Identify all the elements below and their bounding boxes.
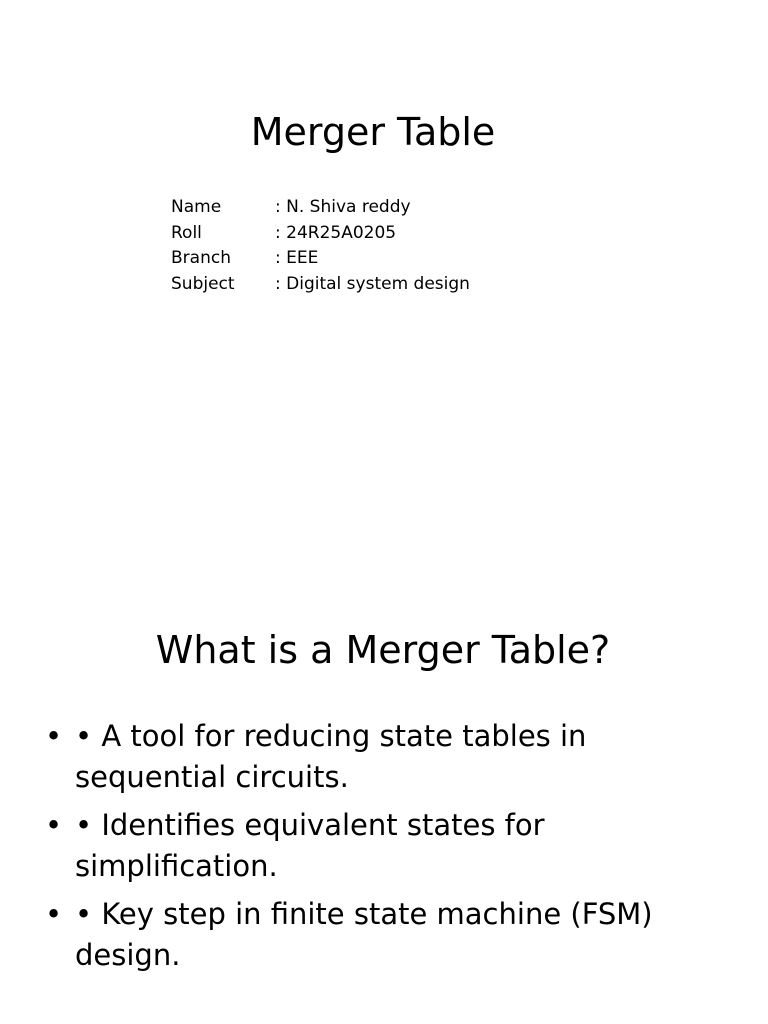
slide-title: Merger Table (250, 110, 496, 154)
list-item (45, 894, 735, 976)
info-label: Branch (171, 248, 231, 268)
bullet-text: • Identifies equivalent states for simplification. (75, 808, 545, 883)
info-value: : Digital system design (275, 273, 470, 294)
bullet-text: • A tool for reducing state tables in sequential circuits. (75, 719, 587, 794)
bullet-text: • Key step in finite state machine (FSM) design. (75, 897, 653, 972)
info-row-roll (171, 221, 470, 247)
student-info-table (171, 195, 470, 297)
info-label: Roll (171, 222, 202, 243)
bullet-marker: • (45, 897, 63, 931)
info-row-branch (171, 246, 470, 272)
info-row-subject (171, 272, 470, 298)
info-value: : EEE (275, 248, 319, 268)
info-value: : 24R25A0205 (275, 222, 397, 243)
list-item (45, 805, 735, 887)
bullet-marker: • (45, 719, 63, 753)
list-item (45, 716, 735, 798)
info-value: : N. Shiva reddy (275, 197, 411, 217)
bullet-marker: • (45, 808, 63, 842)
info-label: Subject (171, 273, 235, 294)
bullet-list (45, 716, 735, 983)
info-label: Name (171, 197, 222, 217)
section-title: What is a Merger Table? (155, 628, 611, 672)
info-row-name (171, 195, 470, 221)
